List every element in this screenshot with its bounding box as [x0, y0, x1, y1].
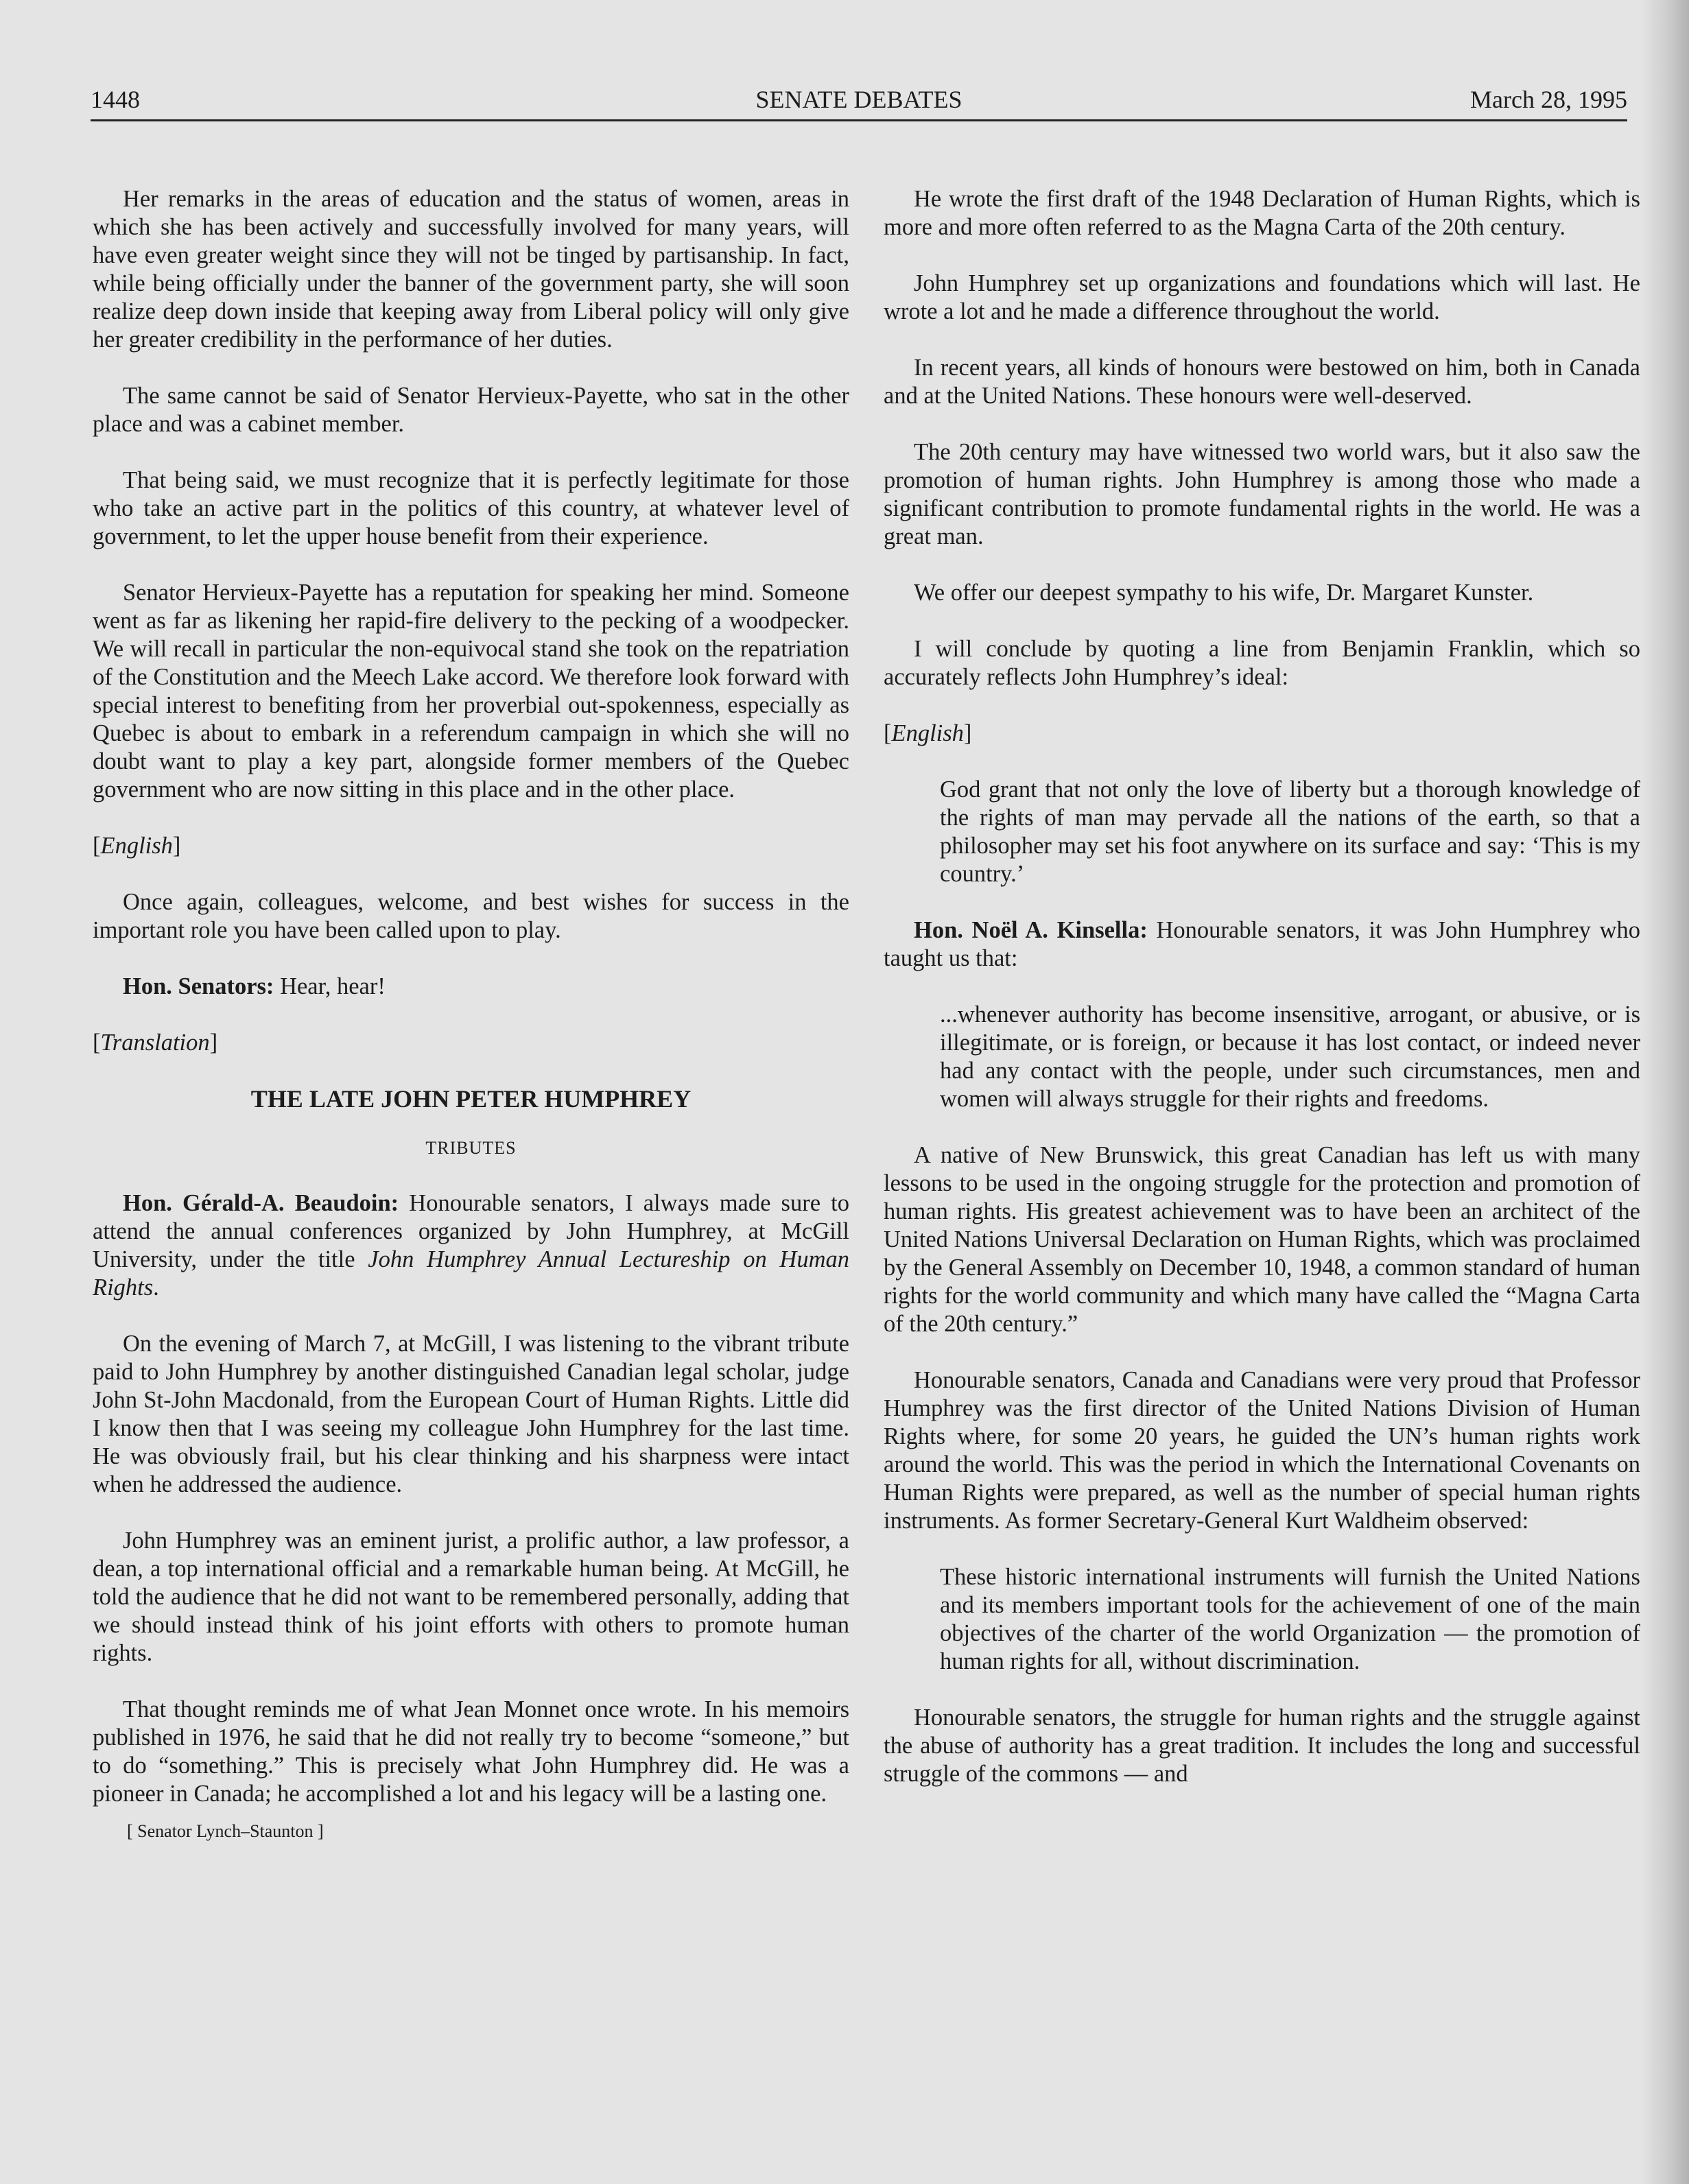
- language-tag-translation: [Translation]: [93, 1030, 218, 1056]
- section-subheading: TRIBUTES: [425, 1138, 517, 1158]
- speaker-paragraph: [93, 1189, 849, 1302]
- paragraph: On the evening of March 7, at McGill, I was listening to the vibrant tribute paid to John Humphrey by another distinguished Canadian legal scholar, judge John St-John Macdonald, from the European Court of Human Rights. Little did I know then that I was seeing my colleague John Humphrey for the last time. He was obviously frail, but his clear thinking and his sharpness were intact when he addressed the audience.: [93, 1331, 849, 1497]
- language-tag-english: [English]: [884, 720, 972, 746]
- paragraph: A native of New Brunswick, this great Canadian has left us with many lessons to be used in the ongoing struggle for the protection and promotion of human rights. His greatest achievement was to have been an architect of the United Nations Universal Declaration on Human Rights, which was proclaimed by the General Assembly on December 10, 1948, a common standard of human rights for the world community and which many have called the “Magna Carta of the 20th century.”: [884, 1142, 1640, 1337]
- language-tag-english: [English]: [93, 833, 181, 859]
- speaker-name: Hon. Senators:: [123, 973, 274, 999]
- paragraph: In recent years, all kinds of honours were bestowed on him, both in Canada and at the United Nations. These honours were well-deserved.: [884, 355, 1640, 409]
- paragraph: Her remarks in the areas of education and the status of women, areas in which she has been actively and successfully involved for many years, will have even greater weight since they will not be tinged by partisanship. In fact, while being officially under the banner of the government party, she will soon realize deep down inside that keeping away from Liberal policy will only give her greater credibility in the performance of her duties.: [93, 186, 849, 353]
- block-quote: ...whenever authority has become insensitive, arrogant, or abusive, or is illegitimate, or is foreign, or because it has lost contact, or indeed never had any contact with the people, under such circumstances, men and women will always struggle for their rights and freedoms.: [940, 1001, 1640, 1112]
- section-heading: THE LATE JOHN PETER HUMPHREY: [250, 1085, 692, 1113]
- paragraph: Once again, colleagues, welcome, and best wishes for success in the important role you have been called upon to play.: [93, 889, 849, 943]
- paragraph: I will conclude by quoting a line from Benjamin Franklin, which so accurately reflects John Humphrey’s ideal:: [884, 636, 1640, 690]
- block-quote: These historic international instruments will furnish the United Nations and its members important tools for the achievement of one of the main objectives of the charter of the world Organization — the promotion of human rights for all, without discrimination.: [940, 1564, 1640, 1674]
- speech-text: Honourable senators, I always made sure to attend the annual conferences organized by John Humphrey, at McGill University, under the title: [93, 1190, 849, 1272]
- paragraph: The 20th century may have witnessed two world wars, but it also saw the promotion of human rights. John Humphrey is among those who made a significant contribution to promote fundamental rights in the world. He was a great man.: [884, 439, 1640, 549]
- paragraph: That being said, we must recognize that it is perfectly legitimate for those who take an active part in the politics of this country, at whatever level of government, to let the upper house benefit from their experience.: [93, 467, 849, 549]
- publication-title: SENATE DEBATES: [755, 86, 962, 113]
- speaker-name: Hon. Gérald-A. Beaudoin:: [123, 1190, 399, 1216]
- page-edge-shadow: [1641, 0, 1689, 2184]
- paragraph: He wrote the first draft of the 1948 Declaration of Human Rights, which is more and more often referred to as the Magna Carta of the 20th century.: [884, 186, 1640, 240]
- paragraph: That thought reminds me of what Jean Monnet once wrote. In his memoirs published in 1976, he said that he did not really try to become “someone,” but to do “something.” This is precisely what John Humphrey did. He was a pioneer in Canada; he accomplished a lot and his legacy will be a lasting one.: [93, 1696, 849, 1807]
- paragraph: Honourable senators, Canada and Canadians were very proud that Professor Humphrey was the first director of the United Nations Division of Human Rights where, for some 20 years, he guided the UN’s human rights work around the world. This was the period in which the International Covenants on Human Rights were prepared, as well as the number of special human rights instruments. As former Secretary-General Kurt Waldheim observed:: [884, 1367, 1640, 1534]
- paragraph: John Humphrey was an eminent jurist, a prolific author, a law professor, a dean, a top international official and a remarkable human being. At McGill, he told the audience that he did not want to be remembered personally, adding that we should instead think of his joint efforts with others to promote human rights.: [93, 1528, 849, 1666]
- speaker-footnote: [ Senator Lynch–Staunton ]: [127, 1821, 324, 1841]
- speaker-paragraph: [884, 916, 1640, 973]
- block-quote: God grant that not only the love of liberty but a thorough knowledge of the rights of man may pervade all the nations of the earth, so that a philosopher may set his foot anywhere on its surface and say: ‘This is my country.’: [940, 776, 1640, 887]
- lecture-title: John Humphrey Annual Lectureship on Human Rights: [93, 1246, 849, 1301]
- sitting-date: March 28, 1995: [1470, 86, 1627, 113]
- speech-text: Hear, hear!: [274, 973, 386, 999]
- speaker-name: Hon. Noël A. Kinsella:: [914, 917, 1148, 943]
- language-tag-label: Translation: [100, 1030, 210, 1056]
- page-number: 1448: [91, 86, 140, 113]
- paragraph: Senator Hervieux-Payette has a reputation for speaking her mind. Someone went as far as likening her rapid-fire delivery to the pecking of a woodpecker. We will recall in particular the non-equivocal stand she took on the repatriation of the Constitution and the Meech Lake accord. We therefore look forward with special interest to benefiting from her proverbial out-spokenness, especially as Quebec is about to embark in a referendum campaign in which she will no doubt want to play a key part, alongside former members of the Quebec government who are now sitting in this place and in the other place.: [93, 580, 849, 803]
- paragraph: John Humphrey set up organizations and foundations which will last. He wrote a lot and he made a difference throughout the world.: [884, 270, 1640, 324]
- language-tag-label: English: [100, 833, 173, 859]
- paragraph: We offer our deepest sympathy to his wife, Dr. Margaret Kunster.: [914, 580, 1534, 606]
- speech-text-end: .: [153, 1274, 159, 1301]
- page-header: [91, 84, 1627, 121]
- language-tag-label: English: [891, 720, 964, 746]
- right-column: [884, 185, 1640, 1816]
- speech-text: Honourable senators, it was John Humphrey who taught us that:: [884, 917, 1640, 971]
- paragraph: Honourable senators, the struggle for human rights and the struggle against the abuse of authority has a great tradition. It includes the long and successful struggle of the commons — and: [884, 1705, 1640, 1787]
- left-column: [93, 185, 849, 1845]
- speaker-paragraph: [93, 973, 849, 1001]
- paragraph: The same cannot be said of Senator Hervieux-Payette, who sat in the other place and was a cabinet member.: [93, 383, 849, 437]
